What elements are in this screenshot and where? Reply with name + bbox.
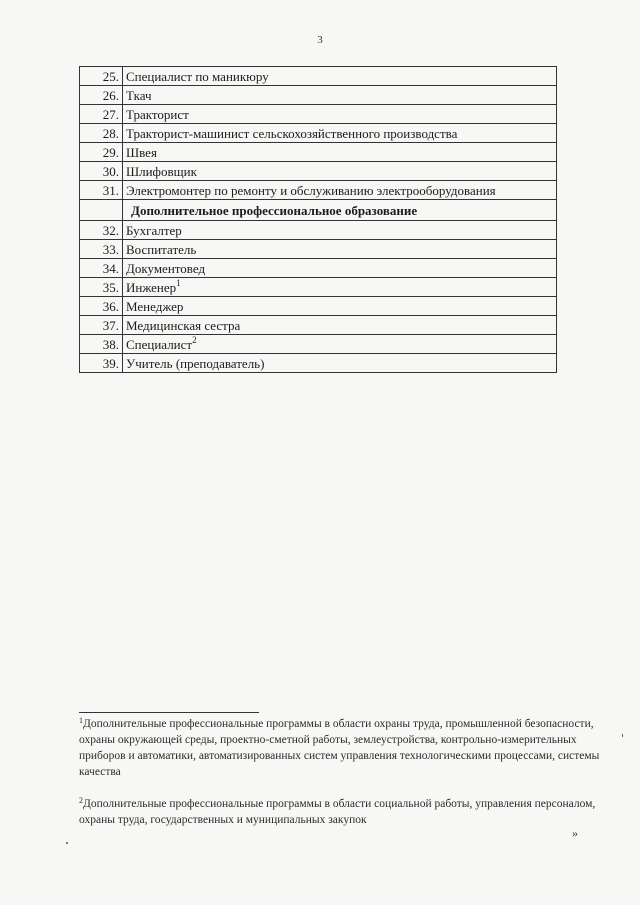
table-row [80, 124, 557, 143]
scan-speck [66, 842, 68, 844]
row-number: 34. [80, 259, 123, 278]
table-row [80, 105, 557, 124]
table-row [80, 259, 557, 278]
row-title: Специалист по маникюру [123, 67, 557, 86]
table-row [80, 335, 557, 354]
row-title: Тракторист-машинист сельскохозяйственного производства [123, 124, 557, 143]
section-number-cell [80, 200, 123, 221]
table-row [80, 181, 557, 200]
row-title-cell [123, 221, 557, 240]
footnote-text: Дополнительные профессиональные программы в области охраны труда, промышленной безопасности, охраны окружающей среды, проектно-сметной работы, землеустройства, контрольно-измерительных приборов и автоматики, автоматизированных систем управления технологическими процессами, системы качества [79, 718, 600, 778]
page-number: 3 [317, 34, 323, 46]
table-row [80, 297, 557, 316]
table-row [80, 240, 557, 259]
footnote-mark: 1 [79, 716, 83, 725]
row-number: 39. [80, 354, 123, 373]
row-number: 26. [80, 86, 123, 105]
footnote-1 [79, 716, 604, 780]
row-title-cell [123, 259, 557, 278]
table-row [80, 162, 557, 181]
row-title: Швея [123, 143, 557, 162]
row-title: Учитель (преподаватель) [126, 355, 265, 371]
section-heading: Дополнительное профессиональное образование [123, 200, 557, 221]
row-number: 38. [80, 335, 123, 354]
footnote-mark: 2 [79, 796, 83, 805]
row-number: 32. [80, 221, 123, 240]
row-number: 36. [80, 297, 123, 316]
row-title: Ткач [123, 86, 557, 105]
table-row [80, 354, 557, 373]
table-row [80, 143, 557, 162]
row-title: Воспитатель [126, 241, 197, 257]
row-title: Специалист [126, 336, 193, 352]
continuation-mark: » [572, 826, 578, 840]
table-row [80, 86, 557, 105]
row-title: Тракторист [123, 105, 557, 124]
table-row [80, 67, 557, 86]
row-title: Медицинская сестра [126, 317, 241, 333]
row-title: Инженер [126, 279, 177, 295]
row-number: 25. [80, 67, 123, 86]
row-number: 28. [80, 124, 123, 143]
row-title-cell [123, 354, 557, 373]
footnote-reference: 2 [192, 334, 197, 345]
row-title-cell [123, 297, 557, 316]
table-row [80, 278, 557, 297]
row-title: Бухгалтер [126, 222, 182, 238]
row-title-cell [123, 278, 557, 297]
row-title-cell [123, 335, 557, 354]
row-number: 33. [80, 240, 123, 259]
row-number: 29. [80, 143, 123, 162]
table-row [80, 221, 557, 240]
footnote-reference: 1 [176, 277, 181, 288]
table-row [80, 316, 557, 335]
row-title-cell [123, 240, 557, 259]
section-row [80, 200, 557, 221]
row-title: Электромонтер по ремонту и обслуживанию электрооборудования [123, 181, 557, 200]
row-number: 35. [80, 278, 123, 297]
row-number: 31. [80, 181, 123, 200]
professions-table [79, 66, 557, 373]
footnote-divider [79, 712, 259, 713]
row-title: Менеджер [126, 298, 184, 314]
footnote-2 [79, 796, 604, 828]
row-title-cell [123, 316, 557, 335]
row-number: 27. [80, 105, 123, 124]
footnote-text: Дополнительные профессиональные программы в области социальной работы, управления персоналом, охраны труда, государственных и муниципальных закупок [79, 798, 596, 826]
scan-speck [622, 734, 623, 737]
footnotes [79, 716, 604, 828]
row-title: Шлифовщик [123, 162, 557, 181]
row-number: 30. [80, 162, 123, 181]
row-number: 37. [80, 316, 123, 335]
row-title: Документовед [126, 260, 206, 276]
